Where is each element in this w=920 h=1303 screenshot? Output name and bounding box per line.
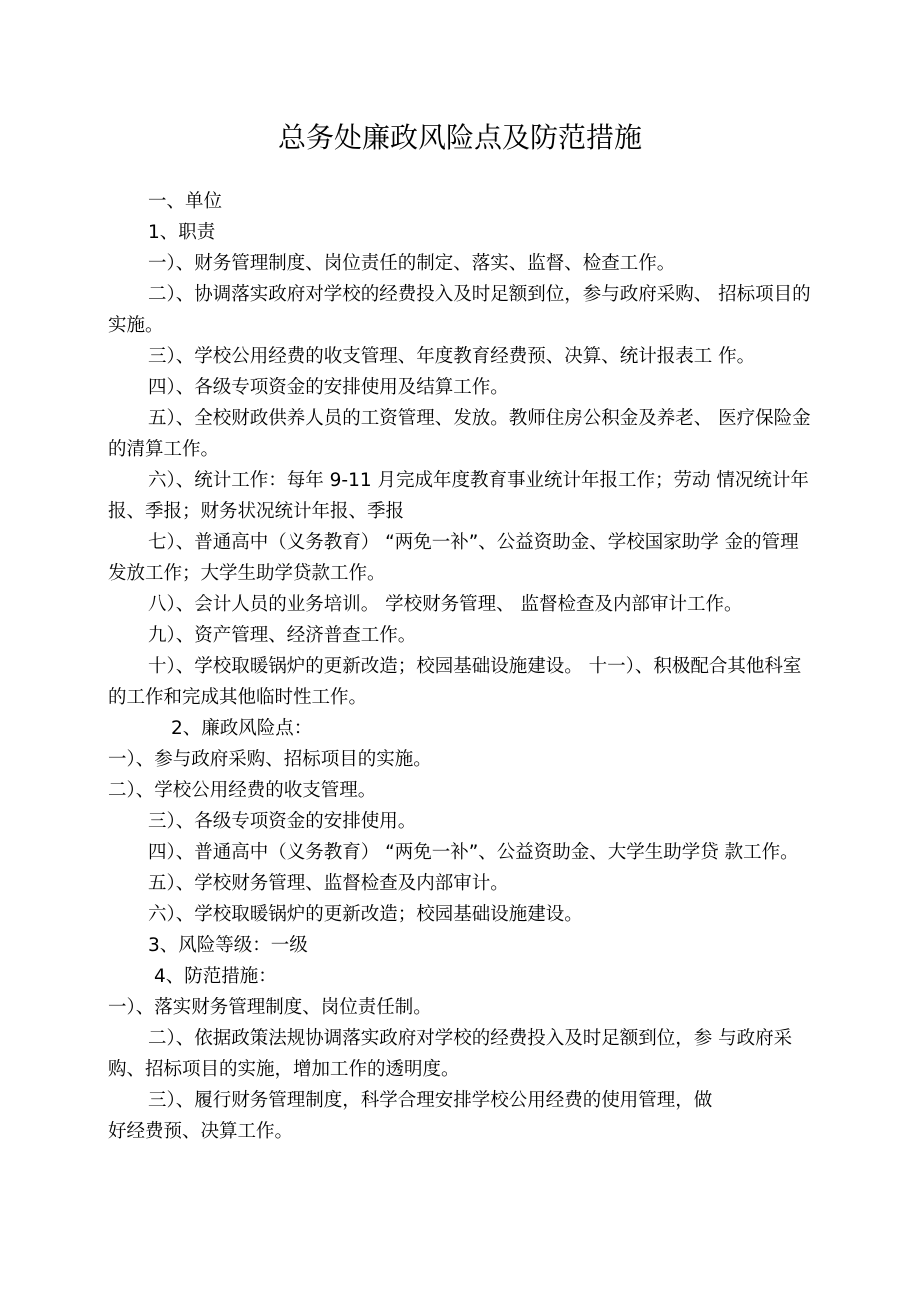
prevention-item-3-continued: 好经费预、决算工作。: [108, 1121, 294, 1142]
duty-item-3: 三）、学校公用经费的收支管理、年度教育经费预、决算、统计报表工 作。: [148, 346, 756, 367]
subsection-heading-risk-level: 3、风险等级：一级: [148, 935, 308, 956]
risk-point-2: 二）、学校公用经费的收支管理。: [108, 780, 377, 801]
risk-point-4: 四）、普通高中（义务教育） “两免一补”、公益资助金、大学生助学贷 款工作。: [148, 842, 799, 863]
prevention-item-3: 三）、履行财务管理制度，科学合理安排学校公用经费的使用管理，做: [148, 1090, 713, 1111]
duty-item-9: 九）、资产管理、经济普查工作。: [148, 625, 417, 646]
duty-item-2: 二）、协调落实政府对学校的经费投入及时足额到位，参与政府采购、 招标项目的实施。: [108, 284, 811, 336]
duty-item-8: 八）、会计人员的业务培训。 学校财务管理、 监督检查及内部审计工作。: [148, 594, 743, 615]
risk-point-6: 六）、学校取暖锅炉的更新改造；校园基础设施建设。: [148, 904, 583, 925]
document-title: 总务处廉政风险点及防范措施: [277, 121, 642, 154]
duty-item-5: 五）、全校财政供养人员的工资管理、发放。教师住房公积金及养老、 医疗保险金的清算工作。: [108, 408, 811, 460]
duty-item-7: 七）、普通高中（义务教育） “两免一补”、公益资助金、学校国家助学 金的管理发放工作；大学生助学贷款工作。: [108, 532, 799, 584]
duty-item-4: 四）、各级专项资金的安排使用及结算工作。: [148, 377, 509, 398]
prevention-item-1: 一）、落实财务管理制度、岗位责任制。: [108, 997, 432, 1018]
duty-item-10: 十）、学校取暖锅炉的更新改造；校园基础设施建设。 十一）、积极配合其他科室的工作和完成其他临时性工作。: [108, 656, 802, 708]
risk-point-1: 一）、参与政府采购、招标项目的实施。: [108, 749, 432, 770]
subsection-heading-duties: 1、职责: [148, 222, 216, 243]
document-body: [108, 186, 813, 1147]
subsection-heading-risk-points: 2、廉政风险点：: [171, 718, 313, 739]
duty-item-1: 一）、财务管理制度、岗位责任的制定、落实、监督、检查工作。: [148, 253, 676, 274]
risk-point-3: 三）、各级专项资金的安排使用。: [148, 811, 417, 832]
prevention-item-2: 二）、依据政策法规协调落实政府对学校的经费投入及时足额到位，参 与政府采购、招标项目的实施，增加工作的透明度。: [108, 1028, 793, 1080]
risk-point-5: 五）、学校财务管理、监督检查及内部审计。: [148, 873, 509, 894]
section-heading-unit: 一、单位: [148, 191, 223, 212]
subsection-heading-prevention: 4、防范措施：: [154, 966, 277, 987]
duty-item-6: 六）、统计工作：每年 9-11 月完成年度教育事业统计年报工作；劳动 情况统计年报、季报；财务状况统计年报、季报: [108, 470, 809, 522]
